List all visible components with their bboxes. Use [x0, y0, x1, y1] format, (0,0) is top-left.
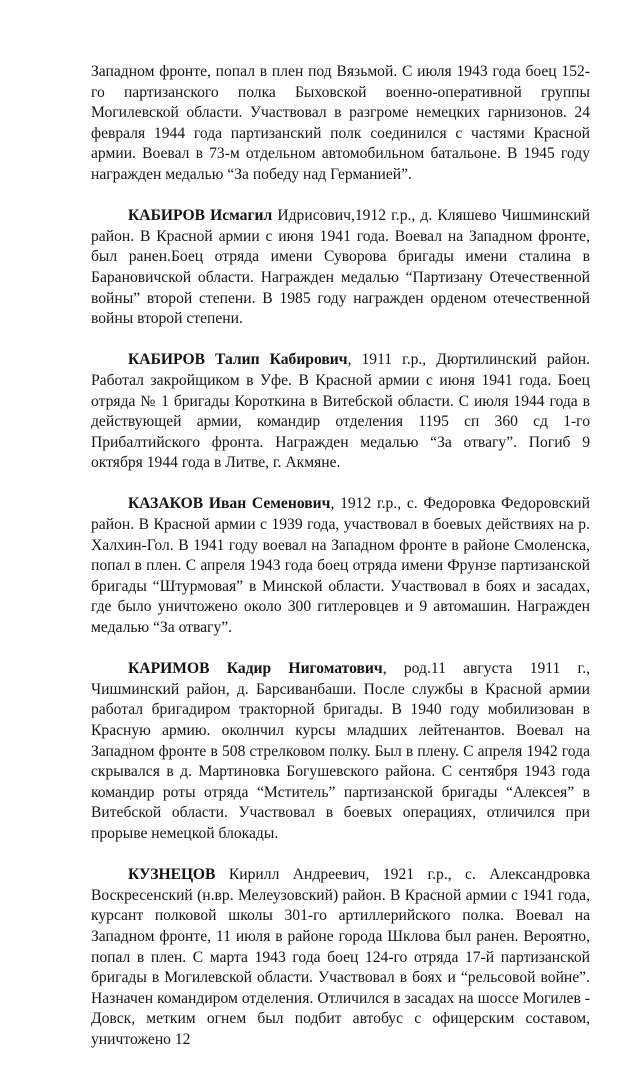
paragraph-entry-kabirov-talip [91, 350, 590, 474]
paragraph-entry-kabirov-ismagil [91, 206, 590, 330]
entry-surname: КАБИРОВ [128, 351, 205, 369]
entry-surname: КАЗАКОВ [128, 495, 204, 513]
paragraph-entry-kuznetsov-kirill [91, 865, 590, 1050]
document-page [91, 62, 590, 1071]
entry-body-text: Кирилл Андреевич, 1921 г.р., с. Александровка Воскресенский (н.вр. Мелеузовский) район. В Красной армии с 1941 года, курсант полковой школы 301-го артиллерийского полка. Воевал на Западном фронте, 11 июля в районе города Шклова был ранен. Вероятно, попал в плен. С марта 1943 года боец 124-го отряда 17-й партизанской бригады в Могилевской области. Участвовал в боях и “рельсовой войне”. Назначен командиром отделения. Отличился в засадах на шоссе Могилев - Довск, метким огнем был подбит автобус с офицерским составом, уничтожено 12 [91, 866, 590, 1048]
entry-body-text: , 1912 г.р., с. Федоровка Федоровский район. В Красной армии с 1939 года, участвовал в боевых действиях на р. Халхин-Гол. В 1941 году воевал на Западном фронте в районе Смоленска, попал в плен. С апреля 1943 года боец отряда имени Фрунзе партизанской бригады “Штурмовая” в Минской области. Участвовал в боях и засадах, где было уничтожено около 300 гитлеровцев и 9 автомашин. Награжден медалью “За отвагу”. [91, 495, 590, 637]
entry-body-text: Идрисович,1912 г.р., д. Кляшево Чишминский район. В Красной армии с июня 1941 года. Воевал на Западном фронте, был ранен.Боец отряда имени Суворова бригады имени сталина в Барановичской области. Награжден медалью “Партизану Отечественной войны” второй степени. В 1985 году награжден орденом отечественной войны второй степени. [91, 207, 590, 328]
entry-body-text: , род.11 августа 1911 г., Чишминский район, д. Барсиванбаши. После службы в Красной армии работал бригадиром тракторной бригады. В 1940 году мобилизован в Красную армию. околнчил курсы младших лейтенантов. Воевал на Западном фронте в 508 стрелковом полку. Был в плену. С апреля 1942 года скрывался в д. Мартиновка Богушевского района. С сентября 1943 года командир роты отряда “Мститель” партизанской бригады “Алексея” в Витебской области. Участвовал в боевых операциях, отличился при прорыве немецкой блокады. [91, 660, 590, 842]
entry-bold-name: Талип Кабирович [204, 351, 348, 369]
paragraph-continuation: Западном фронте, попал в плен под Вязьмой. С июля 1943 года боец 152-го партизанского полка Быховской военно-оперативной группы Могилевской области. Участвовал в разгроме немецких гарнизонов. 24 февраля 1944 года партизанский полк соединился с частями Красной армии. Воевал в 73-м отдельном автомобильном батальоне. В 1945 году награжден медалью “За победу над Германией”. [91, 63, 590, 183]
entry-surname: КУЗНЕЦОВ [128, 866, 216, 884]
entry-bold-name: Кадир Нигоматович [209, 660, 383, 678]
entry-bold-name: Исмагил [204, 207, 273, 225]
entry-body-text: , 1911 г.р., Дюртилинский район. Работал закройщиком в Уфе. В Красной армии с июня 1941 года. Боец отряда № 1 бригады Короткина в Витебской области. С июля 1944 года в действующей армии, командир отделения 1195 сп 360 сд 1-го Прибалтийского фронта. Награжден медалью “За отвагу”. Погиб 9 октября 1944 года в Литве, г. Акмяне. [91, 351, 590, 472]
paragraph-entry-kazakov-ivan [91, 494, 590, 638]
entry-bold-name: Иван Семенович [203, 495, 331, 513]
entry-surname: КАРИМОВ [128, 660, 210, 678]
paragraph-entry-karimov-kadir [91, 659, 590, 844]
entry-surname: КАБИРОВ [128, 207, 205, 225]
